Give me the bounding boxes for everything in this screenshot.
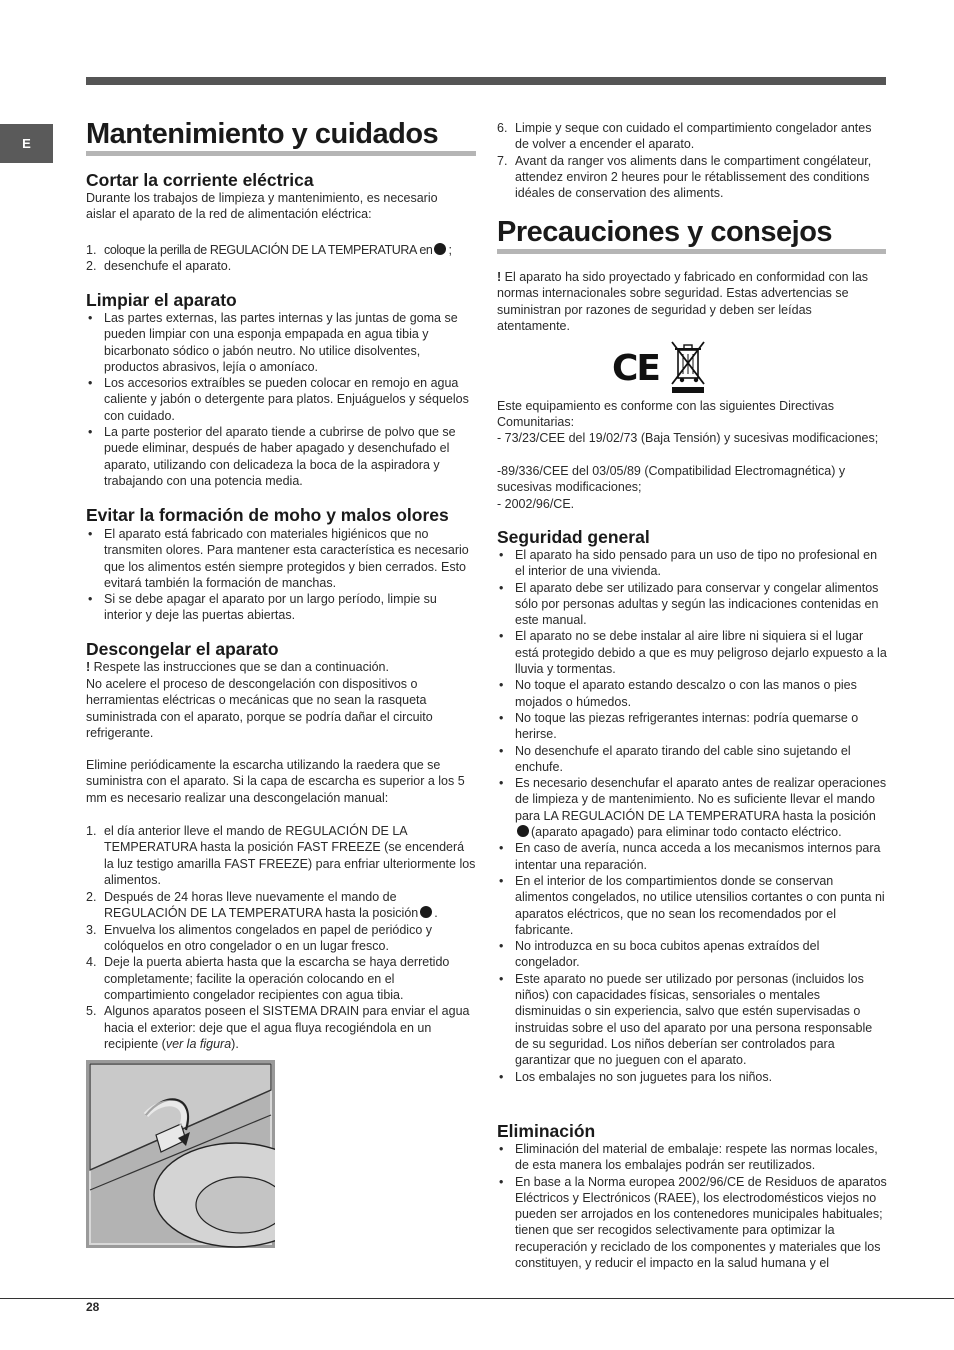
- heading-eliminacion: Eliminación: [497, 1121, 596, 1141]
- moho-list: [86, 526, 476, 624]
- list-item: • Si se debe apagar el aparato por un largo período, limpie su interior y deje las puertas abiertas.: [86, 591, 476, 624]
- list-item: 1. coloque la perilla de REGULACIÓN DE LA TEMPERATURA en ;: [86, 243, 452, 257]
- footer-rule: [0, 1298, 954, 1299]
- heading-cortar: Cortar la corriente eléctrica: [86, 170, 314, 190]
- list-item: 2. desenchufe el aparato.: [86, 259, 232, 274]
- list-item: • El aparato está fabricado con materiales higiénicos que no transmiten olores. Para mantener esta característica es necesario que los alimentos estén siempre protegidos y bien cerrados. Esto evitará también la formación de manchas.: [86, 526, 476, 591]
- list-item: • El aparato ha sido pensado para un uso de tipo no profesional en el interior de una vivienda.: [497, 547, 887, 580]
- directive-1: - 73/23/CEE del 19/02/73 (Baja Tensión) y sucesivas modificaciones;: [497, 431, 879, 445]
- list-item: • El aparato debe ser utilizado para conservar y congelar alimentos sólo por personas adultas y según las indicaciones contenidas en este manual.: [497, 580, 887, 629]
- list-item: • Es necesario desenchufar el aparato antes de realizar operaciones de limpieza y de mantenimiento. No es suficiente llevar el mando para LA REGULACIÓN DE LA TEMPERATURA hasta la posición (aparato apagado) para eliminar todo contacto eléctrico.: [497, 775, 887, 840]
- seguridad-list: [497, 547, 887, 1085]
- section-title-precauciones: Precauciones y consejos: [497, 216, 886, 254]
- list-item: • No introduzca en su boca cubitos apenas extraídos del congelador.: [497, 938, 887, 971]
- off-position-icon: [420, 906, 432, 918]
- list-item: • No desenchufe el aparato tirando del cable sino sujetando el enchufe.: [497, 743, 887, 776]
- list-item: • El aparato no se debe instalar al aire libre ni siquiera si el lugar está protegido debido a que es muy peligroso dejarlo expuesto a la lluvia y tormentas.: [497, 628, 887, 677]
- off-position-icon: [517, 825, 529, 837]
- list-item: • En caso de avería, nunca acceda a los mecanismos internos para intentar una reparación.: [497, 840, 887, 873]
- top-rule: [86, 77, 886, 85]
- list-item: • No toque el aparato estando descalzo o con las manos o pies mojados o húmedos.: [497, 677, 887, 710]
- list-item: • Eliminación del material de embalaje: respete las normas locales, de esta manera los embalajes podrán ser reutilizados.: [497, 1141, 887, 1174]
- language-tab: E: [0, 124, 53, 163]
- descongelar-warning: ! Respete las instrucciones que se dan a continuación.: [86, 660, 389, 674]
- heading-moho: Evitar la formación de moho y malos olores: [86, 505, 449, 525]
- descongelar-steps-cont: [497, 120, 887, 201]
- heading-limpiar: Limpiar el aparato: [86, 290, 237, 310]
- drain-system-figure: [86, 1060, 275, 1248]
- eliminacion-list: [497, 1141, 887, 1271]
- list-item: 4. Deje la puerta abierta hasta que la escarcha se haya derretido completamente; facilite la operación colocando en el compartimiento congelador recipientes con agua tibia.: [86, 955, 450, 1002]
- list-item: • Este aparato no puede ser utilizado por personas (incluidos los niños) con capacidades físicas, sensoriales o mentales disminuidas o sin experiencia, salvo que estén supervisadas o instruidas sobre el uso del aparato por una persona responsable de su seguridad. Los niños deberían ser controlados para garantizar que no jueguen con el aparato.: [497, 971, 887, 1069]
- weee-bin-icon: [670, 340, 706, 395]
- ce-mark-label: CE: [612, 348, 660, 389]
- descongelar-steps: [86, 823, 476, 1052]
- limpiar-list: [86, 310, 476, 489]
- list-item: • No toque las piezas refrigerantes internas: podría quemarse o herirse.: [497, 710, 887, 743]
- cortar-intro: Durante los trabajos de limpieza y mantenimiento, es necesario aislar el aparato de la red de alimentación eléctrica:: [86, 191, 438, 222]
- directives-intro: Este equipamiento es conforme con las siguientes Directivas Comunitarias:: [497, 399, 834, 430]
- list-item: 7. Avant da ranger vos aliments dans le compartiment congélateur, attendez environ 2 heures pour le rétablissement des conditions idéales de conservation des aliments.: [497, 153, 872, 201]
- descongelar-p1: No acelere el proceso de descongelación con dispositivos o herramientas eléctricas o mecánicas que no sean la rasqueta suministrada con el aparato, porque se podría dañar el circuito refrigerante.: [86, 677, 433, 740]
- page-number: 28: [86, 1300, 100, 1314]
- cortar-steps: [86, 242, 476, 275]
- list-item: • Las partes externas, las partes internas y las juntas de goma se pueden limpiar con una esponja empapada en agua tibia y bicarbonato sódico o jabón neutro. No utilice disolventes, productos abrasivos, lejía o amoníaco.: [86, 310, 476, 375]
- directive-2: -89/336/CEE del 03/05/89 (Compatibilidad Electromagnética) y sucesivas modificaciones;: [497, 464, 846, 495]
- list-item: • Los accesorios extraíbles se pueden colocar en remojo en agua caliente y jabón o detergente para platos. Enjuáguelos y séquelos con cuidado.: [86, 375, 476, 424]
- list-item: • Los embalajes no son juguetes para los niños.: [497, 1069, 887, 1085]
- list-item: 6. Limpie y seque con cuidado el compartimiento congelador antes de volver a encender el aparato.: [497, 121, 872, 152]
- list-item: 3. Envuelva los alimentos congelados en papel de periódico y colóquelos en otro congelador o en un lugar fresco.: [86, 922, 432, 954]
- list-item: 2. Después de 24 horas lleve nuevamente el mando de REGULACIÓN DE LA TEMPERATURA hasta la posición .: [86, 890, 438, 921]
- drain-illustration: [86, 1060, 275, 1248]
- directive-3: - 2002/96/CE.: [497, 497, 575, 511]
- off-position-icon: [434, 243, 446, 255]
- list-item: • En base a la Norma europea 2002/96/CE de Residuos de aparatos Eléctricos y Electrónicos (RAEE), los electrodomésticos viejos no pueden ser arrojados en los contenedores municipales habituales; tienen que ser recogidos selectivamente para optimizar la recuperación y reciclado de los componentes y materiales que los constituyen, y reducir el impacto en la salud humana y el: [497, 1174, 887, 1272]
- page-title: Mantenimiento y cuidados: [86, 118, 476, 156]
- list-item: • La parte posterior del aparato tiende a cubrirse de polvo que se puede eliminar, después de haber apagado y desenchufado el aparato, utilizando con delicadeza la boca de la aspiradora y trabajando con una potencia media.: [86, 424, 476, 489]
- list-item: • En el interior de los compartimientos donde se conservan alimentos congelados, no utilice utensilios cortantes o con punta ni aparatos eléctricos, que no sean los recomendados por el fabricante.: [497, 873, 887, 938]
- list-item: 5. Algunos aparatos poseen el SISTEMA DRAIN para enviar el agua hacia el exterior: deje que el agua fluya recogiéndola en un recipiente (ver la figura).: [86, 1004, 470, 1051]
- list-item: 1. el día anterior lleve el mando de REGULACIÓN DE LA TEMPERATURA hasta la posición FAST FREEZE (se encenderá la luz testigo amarilla FAST FREEZE) para enfriar ulteriormente los alimentos.: [86, 824, 476, 887]
- precauciones-warning: ! El aparato ha sido proyectado y fabricado en conformidad con las normas internacionales sobre seguridad. Estas advertencias se suministran por razones de seguridad y deben ser leídas atentamente.: [497, 270, 869, 333]
- heading-descongelar: Descongelar el aparato: [86, 639, 279, 659]
- descongelar-p2: Elimine periódicamente la escarcha utilizando la raedera que se suministra con el aparato. Si la capa de escarcha es superior a los 5 mm es necesario realizar una descongelación manual:: [86, 758, 465, 805]
- heading-seguridad: Seguridad general: [497, 527, 650, 547]
- conformity-marks: [612, 340, 707, 395]
